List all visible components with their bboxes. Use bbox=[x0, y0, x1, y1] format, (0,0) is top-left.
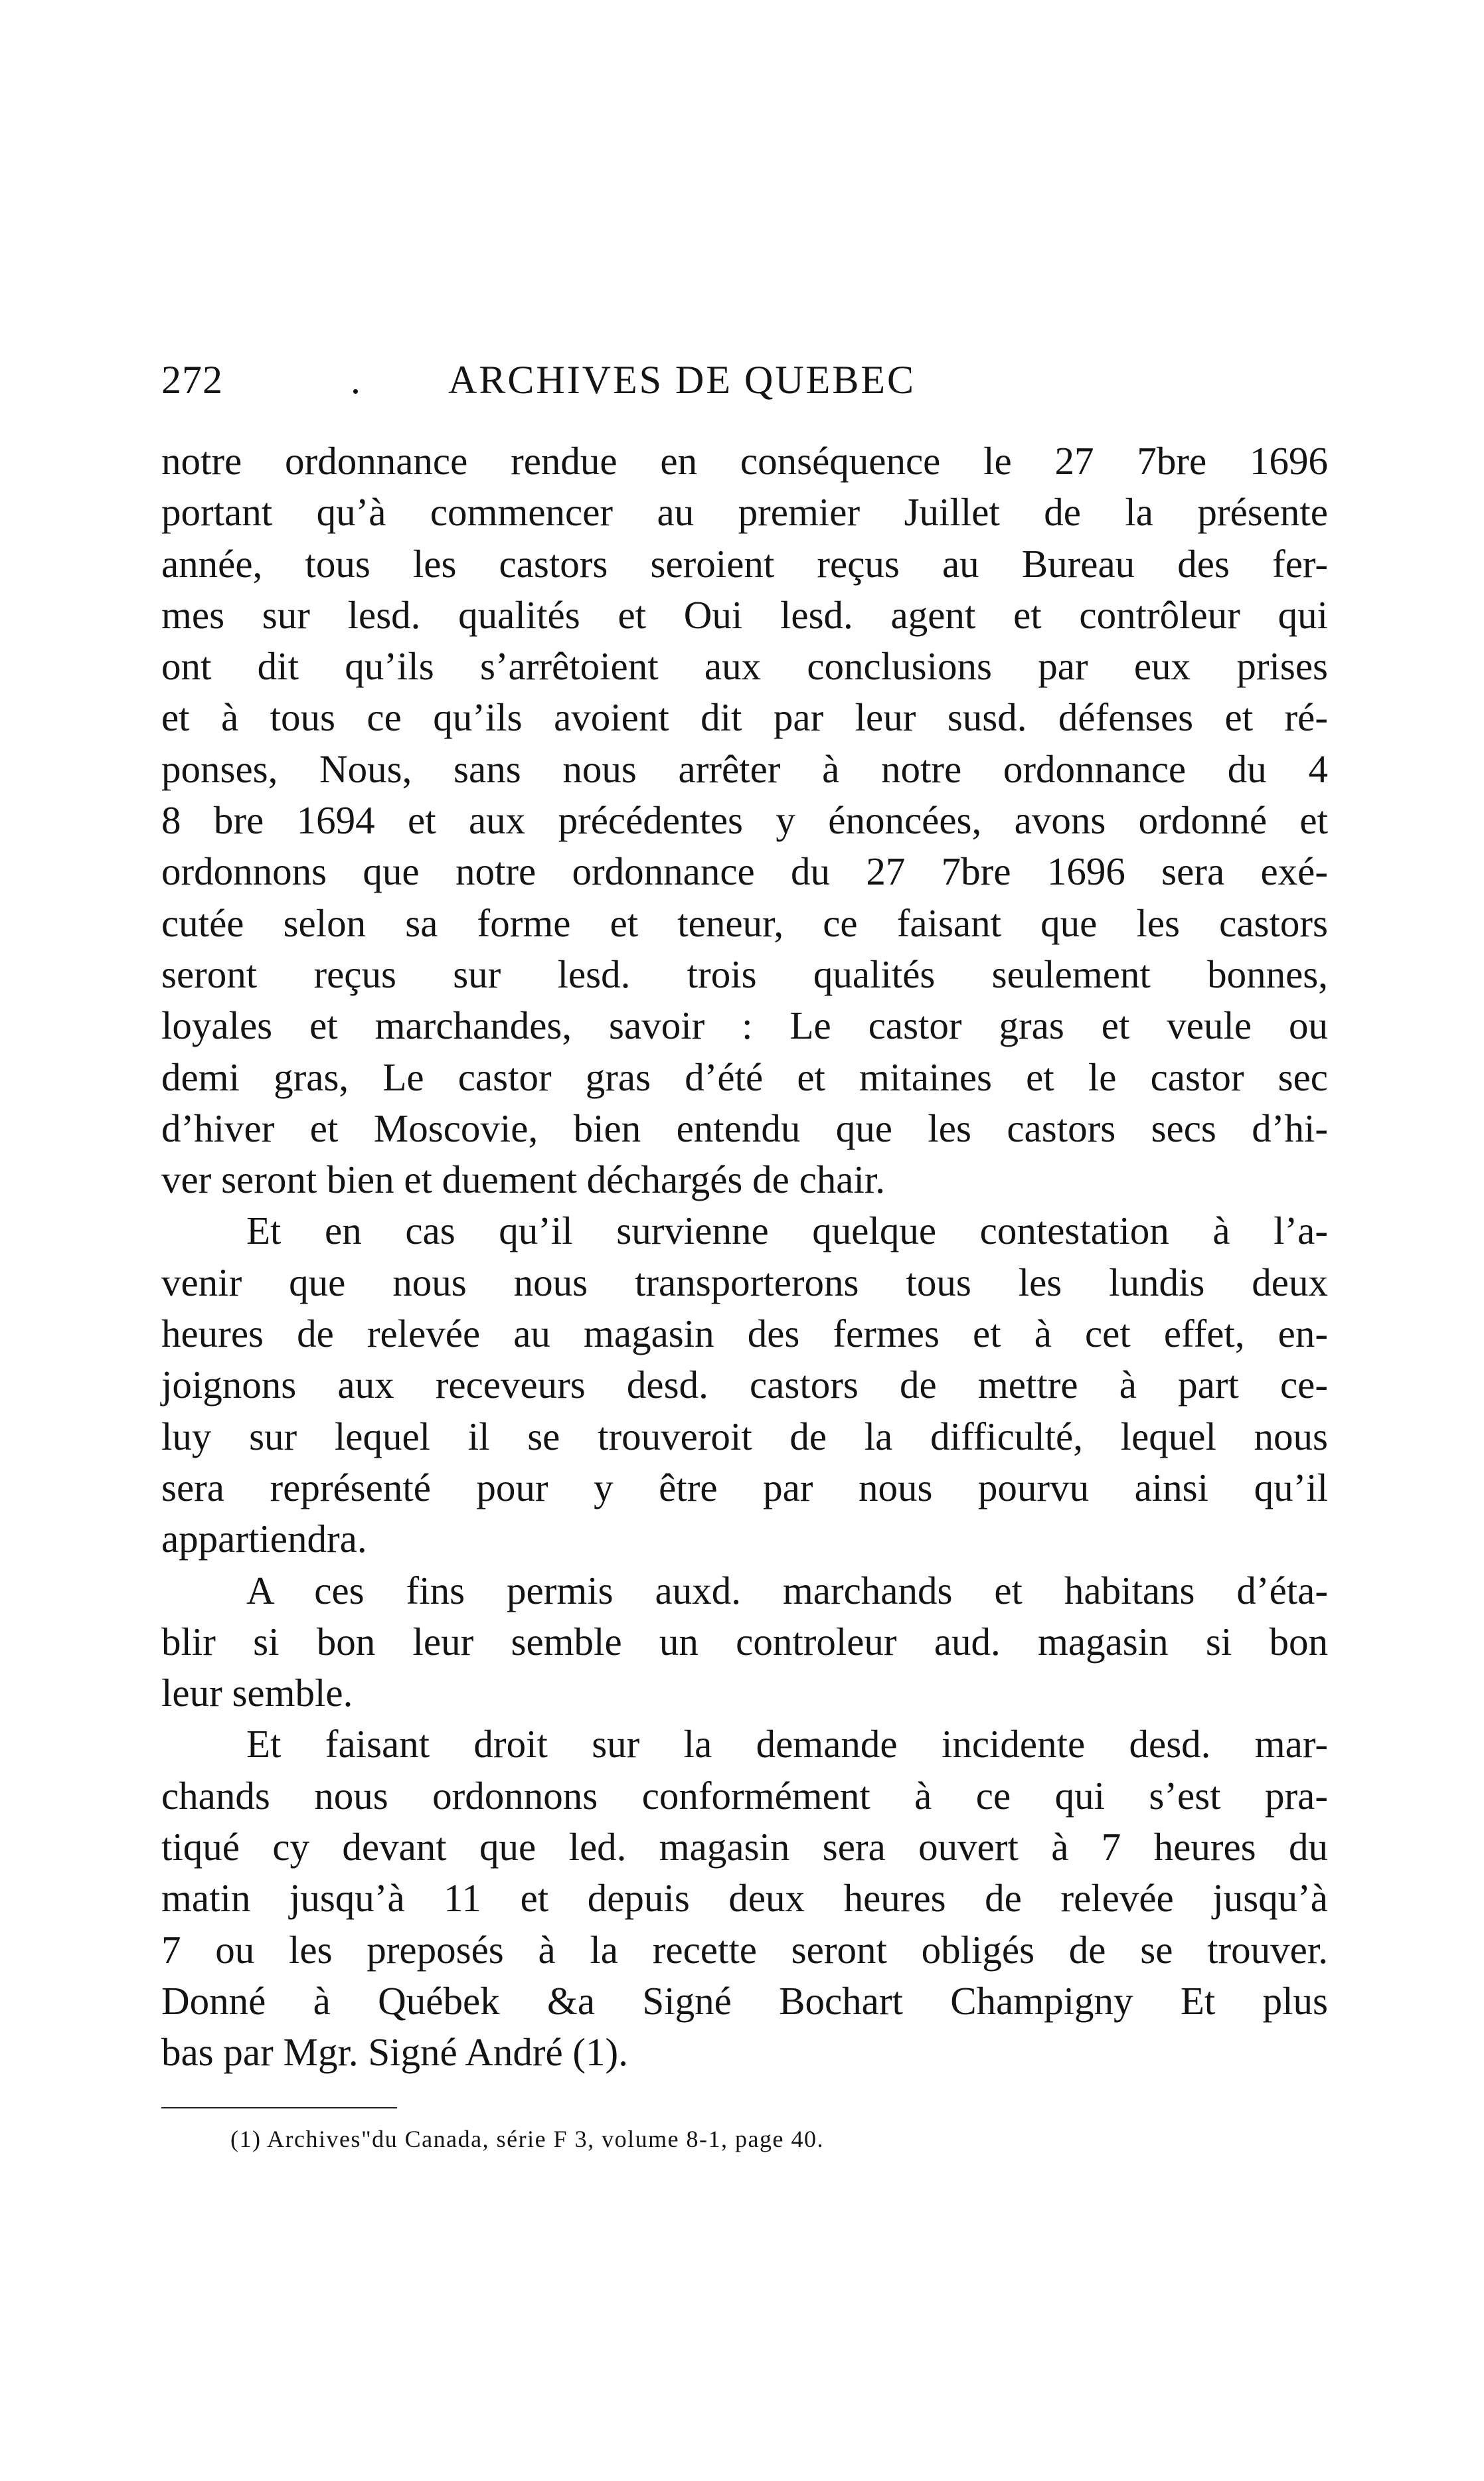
body-text bbox=[161, 436, 1328, 2079]
text-line: sera représenté pour y être par nous pourvu ainsi qu’il bbox=[161, 1465, 1328, 1509]
text-line: 7 ou les preposés à la recette seront obligés de se trouver. bbox=[161, 1927, 1328, 1972]
running-head bbox=[161, 353, 1328, 406]
page-number: 272 bbox=[161, 358, 223, 402]
footnote-divider bbox=[161, 2107, 397, 2108]
text-line: bas par Mgr. Signé André (1). bbox=[161, 2030, 628, 2075]
text-line: tiqué cy devant que led. magasin sera ouvert à 7 heures du bbox=[161, 1825, 1328, 1869]
text-line: joignons aux receveurs desd. castors de mettre à part ce- bbox=[161, 1363, 1328, 1407]
text-line: loyales et marchandes, savoir : Le castor gras et veule ou bbox=[161, 1003, 1328, 1048]
text-line: Et en cas qu’il survienne quelque contestation à l’a- bbox=[246, 1209, 1328, 1253]
text-line: appartiendra. bbox=[161, 1517, 367, 1561]
text-line: mes sur lesd. qualités et Oui lesd. agent et contrôleur qui bbox=[161, 592, 1328, 637]
text-line: et à tous ce qu’ils avoient dit par leur susd. défenses et ré- bbox=[161, 695, 1328, 740]
running-title: ARCHIVES DE QUEBEC bbox=[448, 358, 916, 402]
text-line: seront reçus sur lesd. trois qualités seulement bonnes, bbox=[161, 952, 1328, 996]
running-head-separator: . bbox=[351, 358, 361, 402]
text-line: blir si bon leur semble un controleur aud. magasin si bon bbox=[161, 1619, 1328, 1664]
text-line: leur semble. bbox=[161, 1671, 353, 1715]
text-line: luy sur lequel il se trouveroit de la difficulté, lequel nous bbox=[161, 1414, 1328, 1458]
text-line: Donné à Québek &a Signé Bochart Champigny Et plus bbox=[161, 1978, 1328, 2023]
text-line: matin jusqu’à 11 et depuis deux heures de relevée jusqu’à bbox=[161, 1876, 1328, 1921]
text-line: demi gras, Le castor gras d’été et mitaines et le castor sec bbox=[161, 1055, 1328, 1099]
text-line: année, tous les castors seroient reçus au Bureau des fer- bbox=[161, 541, 1328, 586]
text-line: ont dit qu’ils s’arrêtoient aux conclusions par eux prises bbox=[161, 644, 1328, 689]
text-line: portant qu’à commencer au premier Juillet de la présente bbox=[161, 490, 1328, 535]
text-line: A ces fins permis auxd. marchands et habitans d’éta- bbox=[246, 1568, 1328, 1612]
text-line: ver seront bien et duement déchargés de chair. bbox=[161, 1157, 885, 1202]
text-line: ponses, Nous, sans nous arrêter à notre ordonnance du 4 bbox=[161, 746, 1328, 791]
text-line: Et faisant droit sur la demande incidente desd. mar- bbox=[246, 1722, 1328, 1766]
text-line: notre ordonnance rendue en conséquence le 27 7bre 1696 bbox=[161, 439, 1328, 483]
text-line: d’hiver et Moscovie, bien entendu que les castors secs d’hi- bbox=[161, 1106, 1328, 1150]
text-line: chands nous ordonnons conformément à ce qui s’est pra- bbox=[161, 1773, 1328, 1818]
text-line: heures de relevée au magasin des fermes et à cet effet, en- bbox=[161, 1312, 1328, 1356]
text-line: 8 bre 1694 et aux précédentes y énoncées, avons ordonné et bbox=[161, 798, 1328, 843]
footnote: (1) Archives"du Canada, série F 3, volume 8-1, page 40. bbox=[230, 2126, 824, 2152]
text-line: ordonnons que notre ordonnance du 27 7bre 1696 sera exé- bbox=[161, 849, 1328, 894]
text-line: venir que nous nous transporterons tous les lundis deux bbox=[161, 1260, 1328, 1304]
text-line: cutée selon sa forme et teneur, ce faisant que les castors bbox=[161, 900, 1328, 945]
